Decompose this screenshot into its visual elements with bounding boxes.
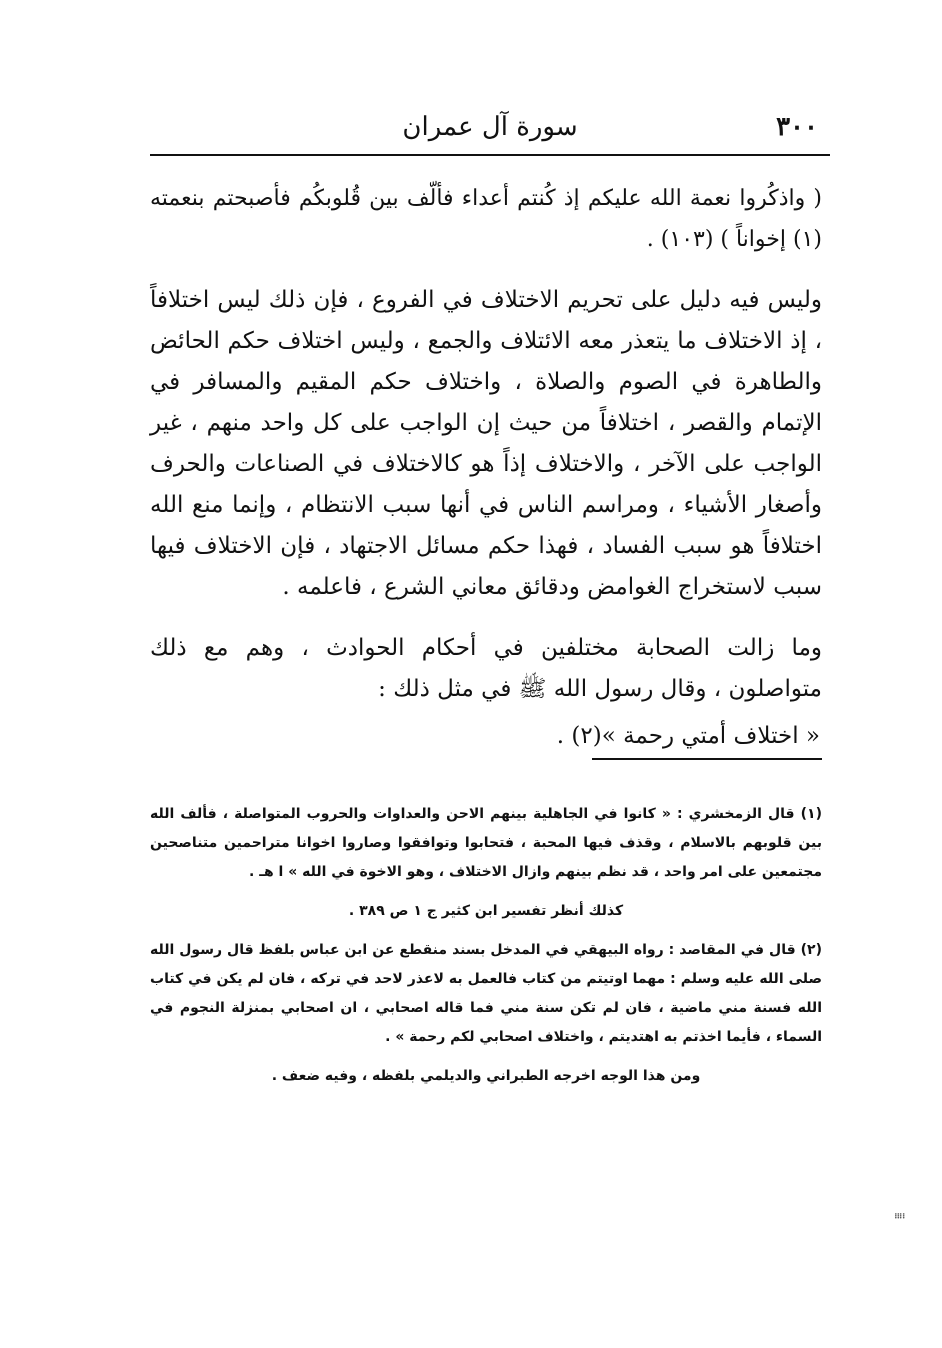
footnote-divider [592, 758, 822, 760]
page-number: ٣٠٠ [776, 112, 818, 142]
quran-verse: ( واذكُروا نعمة الله عليكم إذ كُنتم أعداء فألّف بين قُلوبكُم فأصبحتم بنعمته (١) إخواناً ) (١٠٣) . [150, 186, 822, 252]
footnotes [150, 800, 822, 1091]
paragraph-1: وليس فيه دليل على تحريم الاختلاف في الفروع ، فإن ذلك ليس اختلافاً ، إذ الاختلاف ما يتعذر معه الائتلاف والجمع ، وليس اختلاف حكم الحائض والطاهرة في الصوم والصلاة ، واختلاف حكم المقيم والمسافر في الإتمام والقصر ، اختلافاً من حيث إن الواجب على كل واحد منهم ، غير الواجب على الآخر ، والاختلاف إذاً هو كالاختلاف في الصناعات والحرف وأصغار الأشياء ، ومراسم الناس في أنها سبب الانتظام ، وإنما منع الله اختلافاً هو سبب الفساد ، فهذا حكم مسائل الاجتهاد ، فإن الاختلاف فيها سبب لاستخراج الغوامض ودقائق معاني الشرع ، فاعلمه . [150, 287, 822, 600]
sura-title: سورة آل عمران [402, 112, 578, 142]
hadith-quote: « اختلاف أمتي رحمة »(٢) . [556, 723, 820, 749]
footnote-1: (١) قال الزمخشري : « كانوا في الجاهلية بينهم الاحن والعداوات والحروب المتواصلة ، فألف الله بين قلوبهم بالاسلام ، وقذف فيها المحبة ، فتحابوا وتوافقوا وصاروا اخوانا متراحمين متناصحين مجتمعين على امر واحد ، قد نظم بينهم وازال الاختلاف ، وهو الاخوة في الله » ا هـ . [150, 806, 822, 880]
footnote-2-note: ومن هذا الوجه اخرجه الطبراني والديلمي بلفظه ، وفيه ضعف . [271, 1068, 701, 1084]
footnote-1-reference: كذلك أنظر تفسير ابن كثير ج ١ ص ٣٨٩ . [348, 903, 624, 919]
paragraph-2: وما زالت الصحابة مختلفين في أحكام الحوادث ، وهم مع ذلك متواصلون ، وقال رسول الله ﷺ في مثل ذلك : [150, 635, 822, 702]
footnote-2: (٢) قال في المقاصد : رواه البيهقي في المدخل بسند منقطع عن ابن عباس بلفظ قال رسول الله صلى الله عليه وسلم : مهما اوتيتم من كتاب فالعمل به لاعذر لاحد في تركه ، فان لم يكن في كتاب الله فسنة مني ماضية ، فان لم تكن سنة مني فما قاله اصحابي ، ان اصحابي بمنزلة النجوم في السماء ، فأيما اخذتم به اهتديتم ، واختلاف اصحابي لكم رحمة » . [150, 942, 822, 1045]
main-text [150, 178, 822, 777]
page-header [150, 108, 830, 156]
margin-scan-mark: ⁞⁞⁞ [891, 1212, 907, 1218]
